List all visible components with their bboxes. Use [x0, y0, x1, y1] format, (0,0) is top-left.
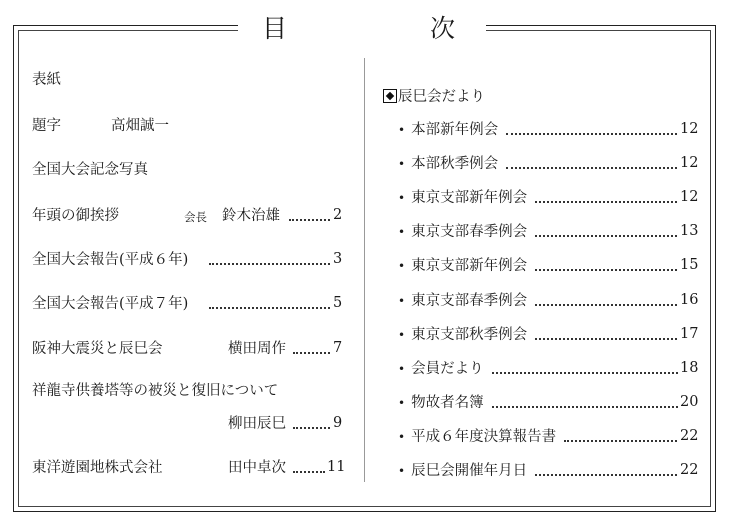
bullet-icon: • — [398, 464, 406, 478]
bullet-icon: • — [398, 362, 406, 376]
toc-news-item-page: 20 — [680, 394, 699, 410]
toc-news-item-page: 12 — [680, 121, 699, 137]
toc-news-item — [398, 292, 527, 310]
toc-greeting-role: 会長 — [184, 210, 207, 224]
toc-news-item-leader — [506, 167, 677, 169]
toc-news-item-label: 本部秋季例会 — [411, 156, 499, 172]
toc-news-item-label: 東京支部新年例会 — [411, 258, 528, 274]
toc-news-item — [398, 326, 527, 344]
toc-news-item-leader — [535, 474, 677, 476]
toc-news-item-page: 16 — [680, 292, 699, 308]
toc-news-item — [398, 155, 498, 173]
toc-report7-leader — [209, 307, 330, 309]
bullet-icon: • — [398, 294, 406, 308]
toc-section-heading — [383, 88, 485, 106]
toc-calligraphy-name: 高畑誠一 — [111, 118, 169, 134]
bullet-icon: • — [398, 191, 406, 205]
toc-news-item-label: 本部新年例会 — [411, 122, 499, 138]
bullet-icon: • — [398, 328, 406, 342]
toc-news-item-leader — [535, 201, 677, 203]
toc-company-author: 田中卓次 — [228, 460, 286, 476]
toc-temple-title: 祥龍寺供養塔等の被災と復旧について — [32, 383, 279, 399]
toc-news-item-leader — [492, 406, 678, 408]
column-divider — [364, 58, 365, 482]
toc-news-item-label: 辰巳会開催年月日 — [411, 463, 528, 479]
toc-greeting-title: 年頭の御挨拶 — [32, 208, 119, 224]
toc-news-item — [398, 394, 484, 412]
toc-news-item-label: 東京支部春季例会 — [411, 224, 528, 240]
toc-news-item-leader — [535, 269, 677, 271]
toc-report6-leader — [209, 263, 330, 265]
toc-news-item-leader — [506, 133, 677, 135]
toc-report7-page: 5 — [333, 295, 343, 311]
toc-quake-page: 7 — [333, 340, 343, 356]
toc-news-item-label: 平成６年度決算報告書 — [411, 429, 557, 445]
toc-news-item-leader — [535, 338, 677, 340]
toc-quake-leader — [293, 352, 330, 354]
bullet-icon: • — [398, 430, 406, 444]
toc-news-item — [398, 121, 498, 139]
toc-news-item-page: 22 — [680, 428, 699, 444]
toc-calligraphy-label: 題字 — [32, 118, 61, 134]
page-title-first-char: 目 — [262, 14, 288, 43]
toc-greeting-page: 2 — [333, 207, 343, 223]
bullet-icon: • — [398, 259, 406, 273]
diamond-icon — [383, 89, 397, 103]
toc-photo: 全国大会記念写真 — [32, 162, 148, 178]
toc-company-page: 11 — [327, 459, 346, 475]
toc-greeting-author: 鈴木治雄 — [222, 208, 280, 224]
toc-temple-author: 柳田辰巳 — [228, 416, 286, 432]
toc-quake-title: 阪神大震災と辰巳会 — [32, 341, 163, 357]
toc-news-item-page: 13 — [680, 223, 699, 239]
toc-company-leader — [293, 471, 325, 473]
toc-news-item-leader — [535, 235, 677, 237]
toc-news-item-label: 物故者名簿 — [411, 395, 484, 411]
toc-news-item-leader — [492, 372, 678, 374]
toc-news-item — [398, 462, 527, 480]
toc-news-item — [398, 360, 484, 378]
toc-news-item-page: 15 — [680, 257, 699, 273]
bullet-icon: • — [398, 225, 406, 239]
toc-news-item-label: 会員だより — [411, 361, 484, 377]
toc-section-title: 辰巳会だより — [398, 89, 485, 105]
toc-news-item-page: 18 — [680, 360, 699, 376]
toc-temple-page: 9 — [333, 415, 343, 431]
toc-report6-title: 全国大会報告(平成６年) — [32, 252, 189, 268]
toc-news-item-page: 22 — [680, 462, 699, 478]
bullet-icon: • — [398, 157, 406, 171]
toc-report7-title: 全国大会報告(平成７年) — [32, 296, 189, 312]
toc-news-item — [398, 257, 527, 275]
toc-quake-author: 横田周作 — [228, 341, 286, 357]
toc-news-item-leader — [564, 440, 677, 442]
toc-news-item — [398, 223, 527, 241]
toc-news-item-page: 12 — [680, 189, 699, 205]
bullet-icon: • — [398, 396, 406, 410]
toc-news-item — [398, 428, 556, 446]
toc-news-item — [398, 189, 527, 207]
toc-news-item-label: 東京支部新年例会 — [411, 190, 528, 206]
page-title-second-char: 次 — [430, 14, 456, 43]
toc-company-title: 東洋遊園地株式会社 — [32, 460, 163, 476]
toc-news-item-label: 東京支部春季例会 — [411, 293, 528, 309]
toc-greeting-leader — [289, 219, 330, 221]
bullet-icon: • — [398, 123, 406, 137]
toc-cover: 表紙 — [32, 72, 61, 88]
toc-news-item-page: 17 — [680, 326, 699, 342]
toc-report6-page: 3 — [333, 251, 343, 267]
toc-temple-leader — [293, 427, 330, 429]
toc-news-item-page: 12 — [680, 155, 699, 171]
toc-news-item-leader — [535, 304, 677, 306]
toc-news-item-label: 東京支部秋季例会 — [411, 327, 528, 343]
